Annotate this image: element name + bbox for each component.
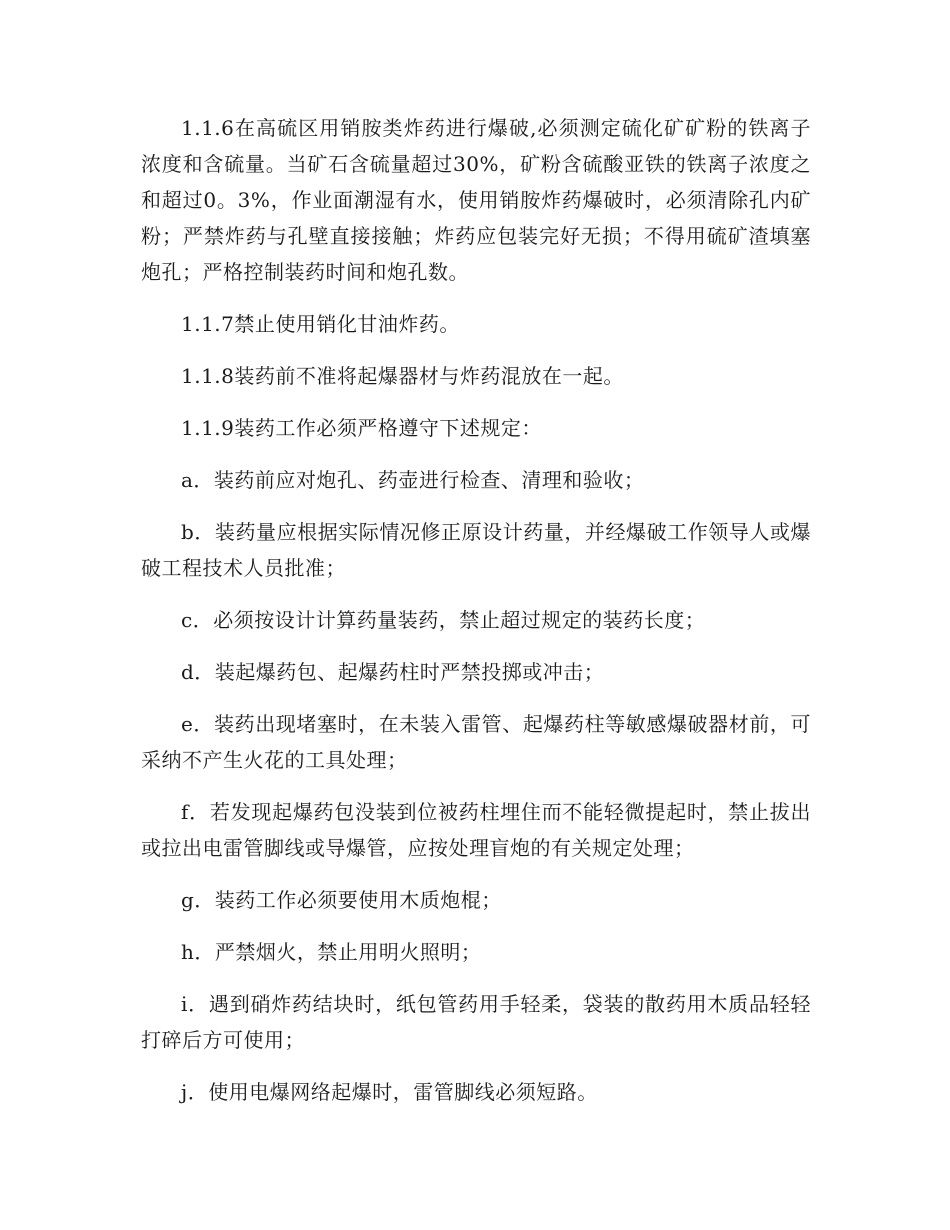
paragraph-1-1-7: 1.1.7禁止使用销化甘油炸药。: [181, 312, 460, 336]
list-item-c: c．必须按设计计算药量装药，禁止超过规定的装药长度；: [181, 608, 706, 632]
list-item-i: i．遇到硝炸药结块时，纸包管药用手轻柔，袋装的散药用木质品轻轻打碎后方可使用；: [141, 992, 811, 1052]
paragraph-1-1-8: 1.1.8装药前不准将起爆器材与炸药混放在一起。: [181, 364, 624, 388]
document-body: [141, 110, 811, 1126]
paragraph-1-1-9: 1.1.9装药工作必须严格遵守下述规定：: [181, 416, 542, 440]
list-item-h: h．严禁烟火，禁止用明火照明；: [181, 940, 482, 964]
list-item-j: j．使用电爆网络起爆时，雷管脚线必须短路。: [181, 1080, 598, 1104]
list-item-b: b．装药量应根据实际情况修正原设计药量，并经爆破工作领导人或爆破工程技术人员批准；: [141, 520, 811, 580]
list-item-f: f．若发现起爆药包没装到位被药柱埋住而不能轻微提起时，禁止拔出或拉出电雷管脚线或导爆管，应按处理盲炮的有关规定处理；: [141, 800, 811, 860]
list-item-a: a．装药前应对炮孔、药壶进行检查、清理和验收；: [181, 468, 645, 492]
paragraph-1-1-6: 1.1.6在高硫区用销胺类炸药进行爆破,必须测定硫化矿矿粉的铁离子浓度和含硫量。当矿石含硫量超过30%，矿粉含硫酸亚铁的铁离子浓度之和超过0。3%，作业面潮湿有水，使用销胺炸药爆破时，必须清除孔内矿粉；严禁炸药与孔壁直接接触；炸药应包装完好无损；不得用硫矿渣填塞炮孔；严格控制装药时间和炮孔数。: [141, 116, 811, 284]
list-item-e: e．装药出现堵塞时，在未装入雷管、起爆药柱等敏感爆破器材前，可采纳不产生火花的工具处理；: [141, 712, 811, 772]
list-item-g: g．装药工作必须要使用木质炮棍；: [181, 888, 502, 912]
list-item-d: d．装起爆药包、起爆药柱时严禁投掷或冲击；: [181, 660, 605, 684]
